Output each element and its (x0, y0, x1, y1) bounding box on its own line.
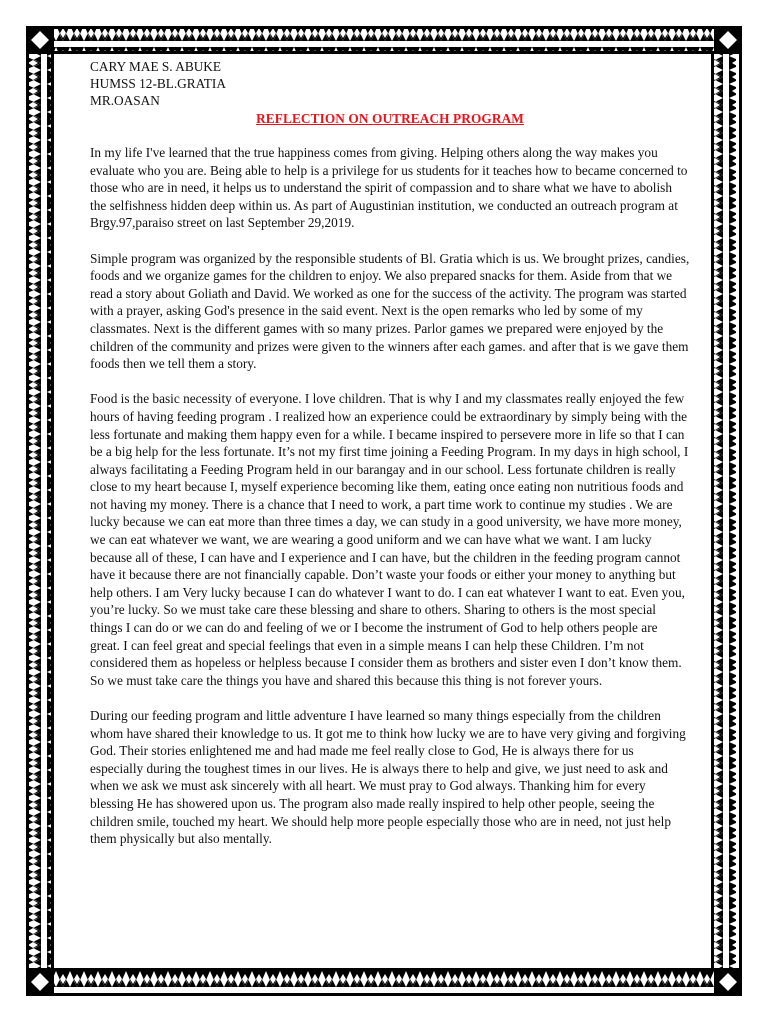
student-section: HUMSS 12-BL.GRATIA (90, 76, 226, 91)
student-name: CARY MAE S. ABUKE (90, 59, 222, 74)
paragraph-3: Food is the basic necessity of everyone. I love children. That is why I and my classmates really enjoyed the few hours of having feeding program . I realized how an experience could be extraordinary by simply being with the less fortunate and making them happy even for a while. I became inspired to persevere more in life so that I can be a big help for the less fortunate. It’s not my first time joining a Feeding Program. In my days in high school, I always facilitating a Feeding Program held in our barangay and in our school. Less fortunate children is really close to my heart because I, myself experience becoming like them, eating once eating non nutritious foods and not having my money. There is a chance that I need to work, a part time work to continue my studies . We are lucky because we can eat more than three times a day, we can study in a good university, we have more money, we can eat whatever we want, we are wearing a good uniform and we can have what we want. I am lucky because all of these, I can have and I experience and I can have, but the children in the feeding program cannot have it because there are not financially capable. Don’t waste your foods or either your money to anything but help others. I am Very lucky because I can do whatever I want to do. I can eat whatever I want to eat. Even you, you’re lucky. So we must take care these blessing and share to others. Sharing to others is the most special things I can do or we can do and feeling of we or I become the instrument of God to help others people are great. I can feel great and special feelings that even in a simple means I can help these Children. I’m not considered them as hopeless or helpless because I consider them as brothers and sister even I don’t know them. So we must take care the things you have and shared this because this thing is not forever yours. (90, 391, 689, 688)
paragraph-2: Simple program was organized by the responsible students of Bl. Gratia which is us. We brought prizes, candies, foods and we organize games for the children to enjoy. We also prepared snacks for them. Aside from that we read a story about Goliath and David. We worked as one for the success of the activity. The program was started with a prayer, asking God's presence in the said event. Next is the open remarks who led by some of my classmates. Next is the different games with so many prizes. Parlor games we prepared were enjoyed by the children of the community and prizes were given to the winners after each games. and after that is we gave them foods then we tell them a story. (90, 250, 690, 372)
paragraph-4: During our feeding program and little adventure I have learned so many things especially from the children whom have shared their knowledge to us. It got me to think how lucky we are to have very giving and forgiving God. Their stories enlightened me and had made me feel really close to God, He is always there for us especially during the toughest times in our lives. He is always there to help and give, we just need to ask and when we ask we must ask sincerely with all heart. We must pray to God always. Thanking him for every blessing He has showered upon us. The program also made really inspired to help other people, seeing the children smile, touched my heart. We should help more people especially those who are in need, not just help them physically but also mentally. (90, 708, 686, 847)
spacer (90, 232, 690, 250)
paragraph-1: In my life I've learned that the true happiness comes from giving. Helping others along the way makes you evaluate who you are. Being able to help is a privilege for us students for it teaches how to became concerned to those who are in need, it helps us to understand the spirit of compassion and to share what we have to abolish the selfishness hidden deep within us. As part of Augustinian institution, we conducted an outreach program at Brgy.97,paraiso street on last September 29,2019. (90, 145, 688, 231)
spacer (90, 127, 690, 144)
document-body (90, 58, 690, 848)
spacer (90, 373, 690, 391)
document-title: REFLECTION ON OUTREACH PROGRAM (256, 111, 524, 126)
teacher-name: MR.OASAN (90, 93, 160, 108)
spacer (90, 689, 690, 707)
